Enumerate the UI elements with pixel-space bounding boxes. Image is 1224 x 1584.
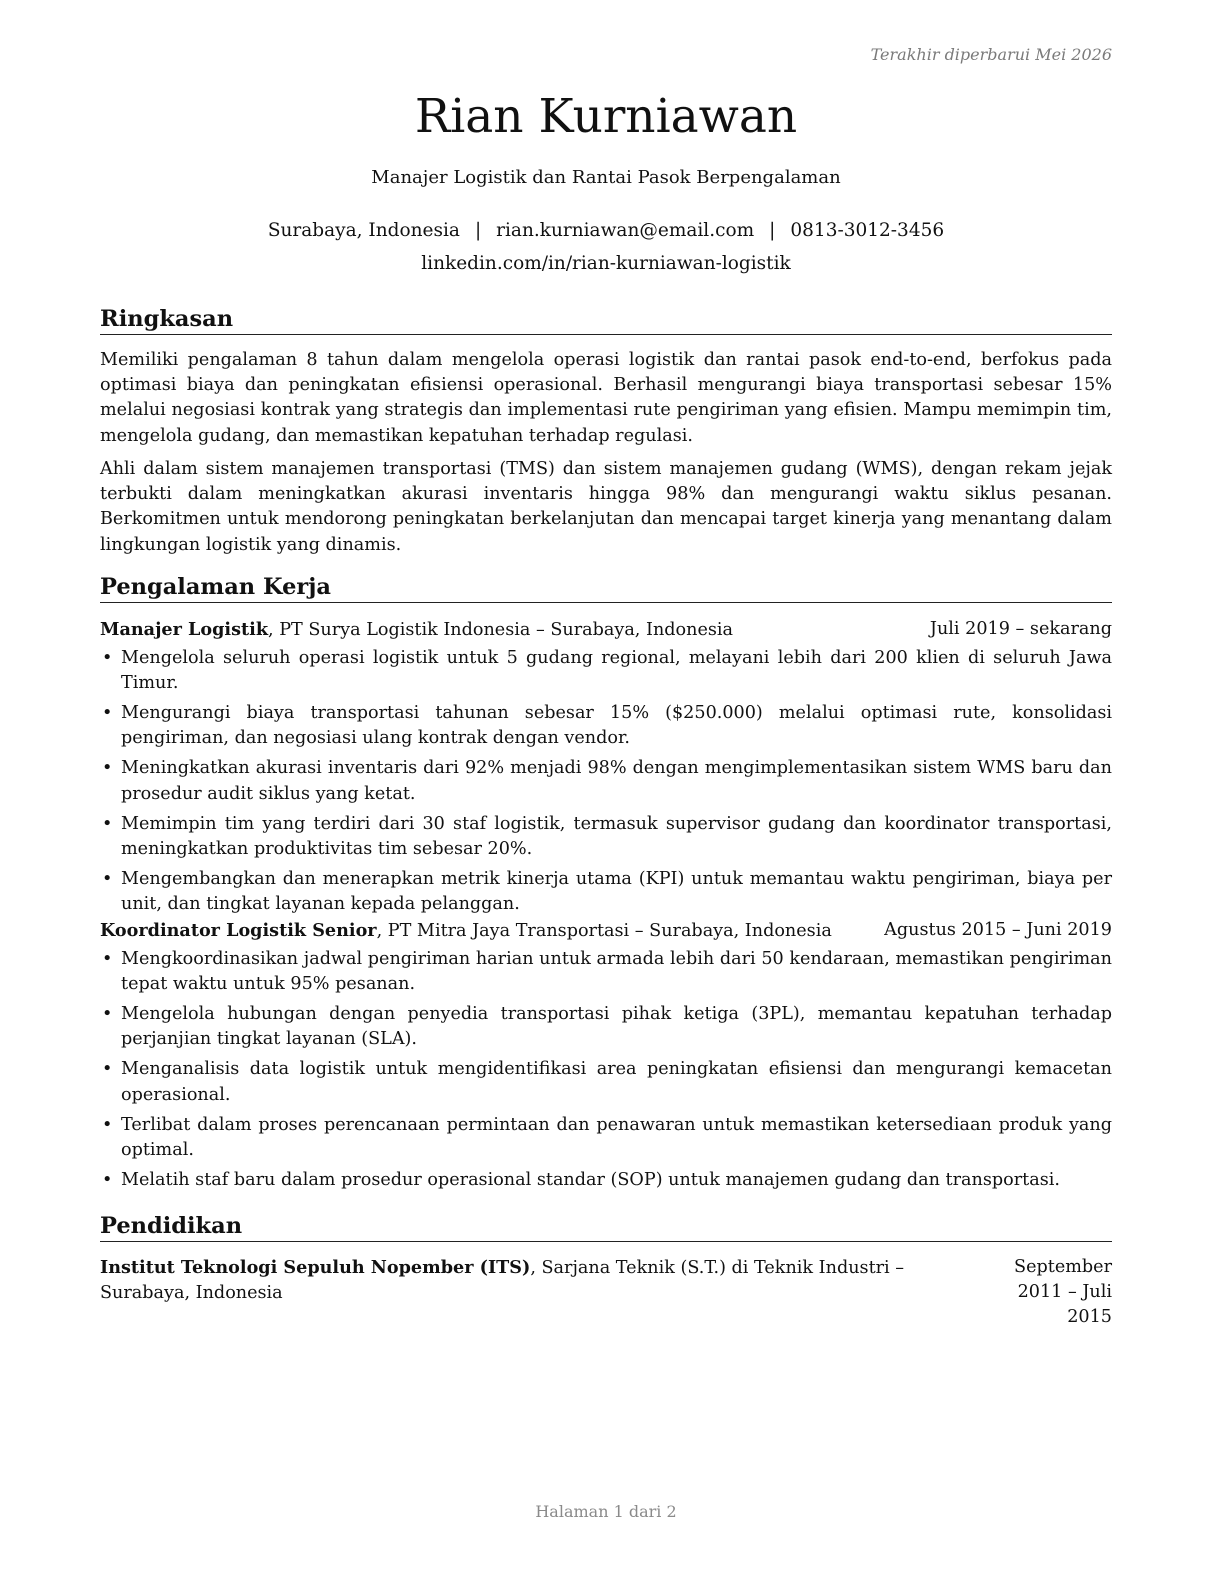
job-bullet-list bbox=[100, 947, 1112, 1198]
job-dates: Juli 2019 – sekarang bbox=[929, 619, 1112, 639]
last-updated-note: Terakhir diperbarui Mei 2026 bbox=[870, 45, 1112, 64]
list-item: • Mengelola hubungan dengan penyedia transportasi pihak ketiga (3PL), memantau kepatuhan terhadap perjanjian tingkat layanan (SLA). bbox=[102, 1004, 1112, 1050]
page-number: Halaman 1 dari 2 bbox=[535, 1502, 677, 1521]
contact-email[interactable]: rian.kurniawan@email.com bbox=[496, 220, 755, 241]
education-details bbox=[100, 1255, 980, 1306]
list-item: • Mengkoordinasikan jadwal pengiriman harian untuk armada lebih dari 50 kendaraan, memastikan pengiriman tepat waktu untuk 95% pesanan. bbox=[102, 949, 1112, 995]
list-item: • Terlibat dalam proses perencanaan permintaan dan penawaran untuk memastikan ketersediaan produk yang optimal. bbox=[102, 1114, 1112, 1160]
list-item: • Mengelola seluruh operasi logistik untuk 5 gudang regional, melayani lebih dari 200 klien di seluruh Jawa Timur. bbox=[102, 648, 1112, 694]
job-bullet-list bbox=[100, 646, 1112, 922]
experience-heading: Pengalaman Kerja bbox=[100, 572, 1112, 603]
education-heading: Pendidikan bbox=[100, 1211, 1112, 1242]
candidate-name: Rian Kurniawan bbox=[414, 89, 798, 144]
contact-phone: 0813-3012-3456 bbox=[790, 220, 945, 241]
resume-page bbox=[100, 0, 1112, 1584]
list-item: • Meningkatkan akurasi inventaris dari 92% menjadi 98% dengan mengimplementasikan sistem WMS baru dan prosedur audit siklus yang ketat. bbox=[102, 758, 1112, 804]
summary-paragraph: Ahli dalam sistem manajemen transportasi (TMS) dan sistem manajemen gudang (WMS), dengan rekam jejak terbukti dalam meningkatkan akurasi inventaris hingga 98% dan mengurangi waktu siklus pesanan. Berkomitmen untuk mendorong peningkatan berkelanjutan dan mencapai target kinerja yang menantang dalam lingkungan logistik yang dinamis. bbox=[100, 459, 1112, 555]
list-item: • Menganalisis data logistik untuk mengidentifikasi area peningkatan efisiensi dan mengurangi kemacetan operasional. bbox=[102, 1059, 1112, 1105]
bullet-icon: • bbox=[102, 758, 113, 779]
list-item: • Mengurangi biaya transportasi tahunan sebesar 15% ($250.000) melalui optimasi rute, konsolidasi pengiriman, dan negosiasi ulang kontrak dengan vendor. bbox=[102, 703, 1112, 749]
bullet-icon: • bbox=[102, 703, 113, 724]
linkedin-link[interactable]: linkedin.com/in/rian-kurniawan-logistik bbox=[421, 253, 791, 274]
job-header bbox=[100, 918, 1112, 944]
education-degree: , Sarjana Teknik (S.T.) di Teknik Industri – Surabaya, Indonesia bbox=[100, 1258, 905, 1303]
bullet-icon: • bbox=[102, 1059, 113, 1080]
job-dates: Agustus 2015 – Juni 2019 bbox=[884, 920, 1112, 940]
education-entry bbox=[100, 1255, 1112, 1327]
job-title: Manajer Logistik bbox=[100, 619, 269, 640]
job-company: , PT Mitra Jaya Transportasi – Surabaya, Indonesia bbox=[376, 921, 832, 941]
job-company: , PT Surya Logistik Indonesia – Surabaya, Indonesia bbox=[268, 620, 734, 640]
contact-info bbox=[100, 220, 1112, 241]
bullet-icon: • bbox=[102, 949, 113, 969]
summary-paragraph: Memiliki pengalaman 8 tahun dalam mengelola operasi logistik dan rantai pasok end-to-end, berfokus pada optimasi biaya dan peningkatan efisiensi operasional. Berhasil mengurangi biaya transportasi sebesar 15% melalui negosiasi kontrak yang strategis dan implementasi rute pengiriman yang efisien. Mampu memimpin tim, mengelola gudang, dan memastikan kepatuhan terhadap regulasi. bbox=[100, 350, 1112, 446]
bullet-icon: • bbox=[102, 1114, 113, 1135]
job-header bbox=[100, 617, 1112, 643]
job-title: Koordinator Logistik Senior bbox=[100, 920, 377, 941]
contact-separator: | bbox=[474, 220, 482, 241]
bullet-icon: • bbox=[102, 813, 113, 834]
bullet-icon: • bbox=[102, 648, 113, 668]
bullet-icon: • bbox=[102, 868, 113, 889]
bullet-icon: • bbox=[102, 1169, 113, 1190]
summary-heading: Ringkasan bbox=[100, 304, 1112, 335]
education-institution: Institut Teknologi Sepuluh Nopember (ITS) bbox=[100, 1257, 531, 1278]
list-item: • Mengembangkan dan menerapkan metrik kinerja utama (KPI) untuk memantau waktu pengiriman, biaya per unit, dan tingkat layanan kepada pelanggan. bbox=[102, 868, 1112, 915]
contact-location: Surabaya, Indonesia bbox=[267, 220, 460, 241]
contact-separator: | bbox=[769, 220, 776, 241]
bullet-icon: • bbox=[102, 1004, 113, 1025]
candidate-headline: Manajer Logistik dan Rantai Pasok Berpengalaman bbox=[371, 167, 841, 188]
education-dates: September 2011 – Juli 2015 bbox=[1014, 1257, 1112, 1327]
list-item: • Melatih staf baru dalam prosedur operasional standar (SOP) untuk manajemen gudang dan transportasi. bbox=[100, 1168, 1112, 1193]
list-item: • Memimpin tim yang terdiri dari 30 staf logistik, termasuk supervisor gudang dan koordinator transportasi, meningkatkan produktivitas tim sebesar 20%. bbox=[102, 813, 1112, 859]
